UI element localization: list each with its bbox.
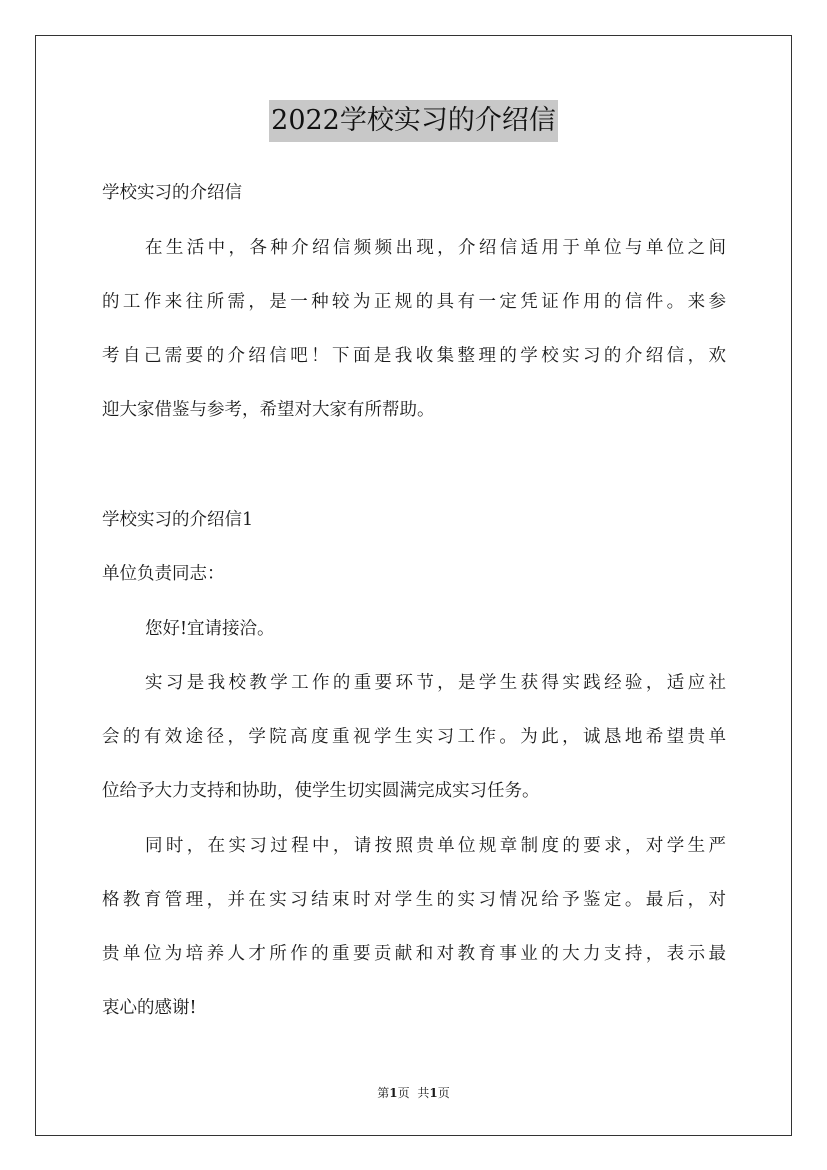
total-suffix: 页 bbox=[437, 1086, 450, 1100]
page-suffix: 页 bbox=[397, 1086, 410, 1100]
greeting: 您好!宜请接洽。 bbox=[145, 619, 275, 639]
intro-line-3: 考自己需要的介绍信吧！下面是我收集整理的学校实习的介绍信，欢 bbox=[102, 346, 726, 366]
section-heading: 学校实习的介绍信1 bbox=[102, 510, 254, 530]
total-prefix: 共 bbox=[417, 1086, 430, 1100]
page-total: 1 bbox=[429, 1086, 438, 1100]
intro-line-1: 在生活中，各种介绍信频频出现，介绍信适用于单位与单位之间 bbox=[145, 238, 726, 258]
paragraph2-line-2: 格教育管理，并在实习结束时对学生的实习情况给予鉴定。最后，对 bbox=[102, 890, 726, 910]
intro-line-4: 迎大家借鉴与参考，希望对大家有所帮助。 bbox=[102, 400, 435, 420]
paragraph1-line-2: 会的有效途径，学院高度重视学生实习工作。为此，诚恳地希望贵单 bbox=[102, 727, 726, 747]
paragraph2-line-4: 衷心的感谢! bbox=[102, 998, 197, 1018]
page-prefix: 第 bbox=[377, 1086, 390, 1100]
salutation: 单位负责同志： bbox=[102, 564, 225, 584]
page-current: 1 bbox=[389, 1086, 398, 1100]
subtitle: 学校实习的介绍信 bbox=[102, 183, 242, 203]
intro-line-2: 的工作来往所需，是一种较为正规的具有一定凭证作用的信件。来参 bbox=[102, 292, 726, 312]
page-footer bbox=[0, 1085, 827, 1101]
paragraph1-line-1: 实习是我校教学工作的重要环节，是学生获得实践经验，适应社 bbox=[145, 673, 726, 693]
title-container bbox=[0, 100, 827, 142]
paragraph2-line-1: 同时，在实习过程中，请按照贵单位规章制度的要求，对学生严 bbox=[145, 836, 726, 856]
paragraph2-line-3: 贵单位为培养人才所作的重要贡献和对教育事业的大力支持，表示最 bbox=[102, 944, 726, 964]
document-title: 2022学校实习的介绍信 bbox=[269, 100, 558, 142]
paragraph1-line-3: 位给予大力支持和协助，使学生切实圆满完成实习任务。 bbox=[102, 781, 540, 801]
